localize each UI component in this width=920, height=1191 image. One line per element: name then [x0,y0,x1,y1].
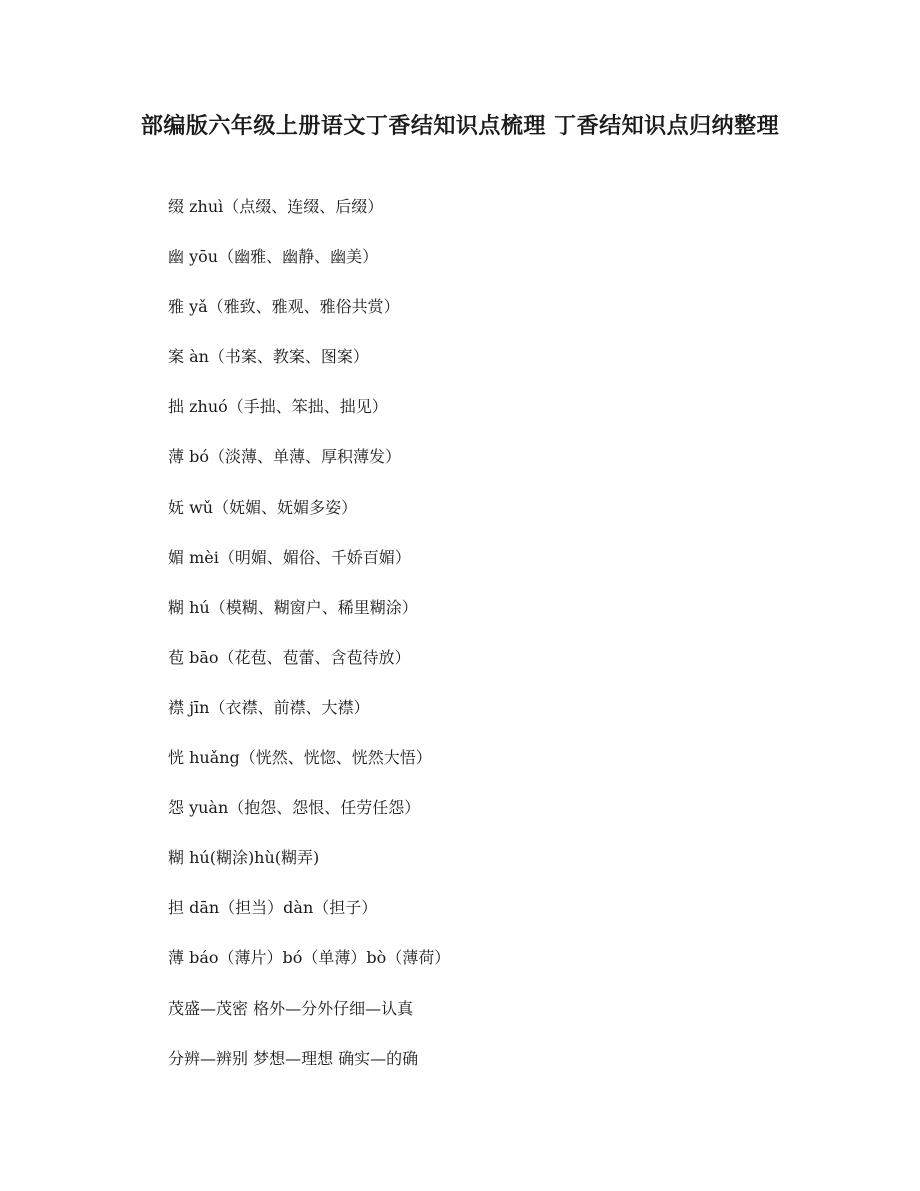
document-title: 部编版六年级上册语文丁香结知识点梳理 丁香结知识点归纳整理 [140,114,780,139]
vocab-entry: 薄 báo（薄片）bó（单薄）bò（薄荷） [168,948,451,968]
synonym-pairs-line: 茂盛—茂密 格外—分外仔细—认真 [168,998,414,1018]
vocab-entry: 怨 yuàn（抱怨、怨恨、任劳任怨） [168,798,421,818]
vocab-entry: 襟 jīn（衣襟、前襟、大襟） [168,697,370,717]
vocab-entry: 糊 hú（模糊、糊窗户、稀里糊涂） [168,597,418,617]
vocab-entry: 恍 huǎng（恍然、恍惚、恍然大悟） [168,748,432,768]
vocab-entry: 苞 bāo（花苞、苞蕾、含苞待放） [168,647,411,667]
vocabulary-list [168,194,828,1096]
vocab-entry: 糊 hú(糊涂)hù(糊弄) [168,848,320,868]
vocab-entry: 案 àn（书案、教案、图案） [168,347,369,367]
synonym-pairs-line: 分辨—辨别 梦想—理想 确实—的确 [168,1048,419,1068]
vocab-entry: 薄 bó（淡薄、单薄、厚积薄发） [168,447,401,467]
vocab-entry: 缀 zhuì（点缀、连缀、后缀） [168,197,384,216]
vocab-entry: 幽 yōu（幽雅、幽静、幽美） [168,247,379,267]
vocab-entry: 雅 yǎ（雅致、雅观、雅俗共赏） [168,297,400,317]
vocab-entry: 担 dān（担当）dàn（担子） [168,898,378,918]
vocab-entry: 妩 wǔ（妩媚、妩媚多姿） [168,497,358,517]
vocab-entry: 拙 zhuó（手拙、笨拙、拙见） [168,397,388,417]
vocab-entry: 媚 mèi（明媚、媚俗、千娇百媚） [168,547,411,567]
